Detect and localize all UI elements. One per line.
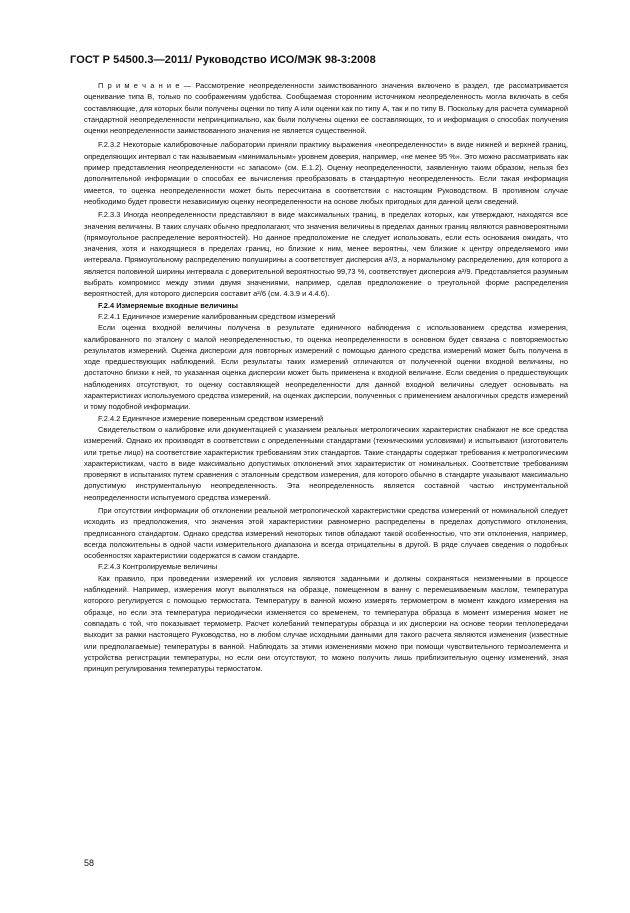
paragraph-f241: Если оценка входной величины получена в результате единичного наблюдения с использованием средства измерения, калиброванного по эталону с малой неопределенностью, то оценка неопределенности в основном будет связана с повторяемостью результатов измерений. Оценка дисперсии для повторных измерений с помощью данного средства измерений может быть получена в ходе предшествующих наблюдений. Если результаты таких измерений отличаются от полученной оценки входной величины, но достаточно близки к ней, то указанная оценка дисперсии может быть применена к входной величине. Если сведения о предшествующих наблюдениях отсутствуют, то оценку составляющей неопределенности для данной входной величины следует основывать на характеристиках используемого средства измерений, на оценках дисперсии, полученных с применением аналогичных средств измерений и тому подобной информации.	[84, 323, 568, 412]
paragraph-f233: F.2.3.3 Иногда неопределенности представляют в виде максимальных границ, в пределах которых, как утверждают, находятся все значения величины. В таких случаях обычно предполагают, что значения величины в пределах данных границ являются равновероятными (прямоугольное распределение вероятностей). Но данное предположение не следует использовать, если есть основания ожидать, что значения, хотя и находящиеся в пределах границ, но близкие к ним, менее вероятны, чем близкие к центру определяемого ими интервала. Прямоугольному распределению полуширины a соответствует дисперсия a²/3, а нормальному распределению, для которого a является половиной ширины интервала с доверительной вероятностью 99,73 %, соответствует дисперсия a²/9. Представляется разумным выбрать компромисс между этими двумя значениями, например, сделав предположение о треугольной форме распределения вероятностей, для которого дисперсия составит a²/6 (см. 4.3.9 и 4.4.6).	[84, 210, 568, 299]
subheading-f242: F.2.4.2 Единичное измерение поверенным средством измерений	[98, 413, 324, 423]
subheading-f243: F.2.4.3 Контролируемые величины	[98, 562, 218, 572]
paragraph-f242b: При отсутствии информации об отклонении реальной метрологической характеристики средства измерений от номинальной следует исходить из предположения, что значения этой характеристики равномерно распределены в пределах допустимого отклонения, предписанного стандартом. Однако средства измерений некоторых типов обладают такой особенностью, что эти отклонения, например, всегда положительны в одной части измерительного диапазона и всегда отрицательны в другой. В ряде случаев сведения о подобных особенностях характеристики содержатся в самом стандарте.	[84, 505, 568, 561]
paragraph-f232: F.2.3.2 Некоторые калибровочные лаборатории приняли практику выражения «неопределенности» в виде нижней и верхней границ, определяющих интервал с так называемым «минимальным» уровнем доверия, например, «не менее 95 %». Это можно рассматривать как пример представления неопределенности «с запасом» (см. E.1.2). Оценку неопределенности, заявленную таким образом, нельзя без дополнительной информации о способах ее вычисления преобразовать в стандартную неопределенность. Если такая информация имеется, то оценка неопределенности может быть пересчитана в соответствии с настоящим Руководством. В противном случае необходимо будет провести независимую оценку неопределенности на основе любых пригодных для данной цели сведений.	[84, 140, 568, 206]
document-body	[84, 80, 568, 674]
subheading-f241: F.2.4.1 Единичное измерение калиброванным средством измерений	[98, 311, 336, 321]
paragraph-f242a: Свидетельством о калибровке или документацией с указанием реальных метрологических характеристик снабжают не все средства измерений. Однако их производят в соответствии с определенными стандартами (техническими условиями) и испытывают (изготовитель или третье лицо) на соответствие характеристик требованиям этих стандартов. Такие стандарты содержат требования к метрологическим характеристикам, часто в виде максимально допустимых отклонений этих характеристик от номинальных. Соответствие требованиям проверяют в испытаниях путем сравнения с эталонным средством измерения, для которого обычно в стандарте указывают максимально допустимую инструментальную неопределенность. Эта неопределенность является составной частью инструментальной неопределенности испытуемого средства измерений.	[84, 424, 568, 502]
heading-f24: F.2.4 Измеряемые входные величины	[98, 300, 238, 310]
page-number: 58	[84, 858, 95, 868]
note-paragraph: П р и м е ч а н и е — Рассмотрение неопределенности заимствованного значения включено в раздел, где рассматривается оценивание типа B, только по соображениям удобства. Сообщаемая сторонним источником неопределенность могла включать в себя составляющие, для которых были получены оценки по типу A или оценки как по типу A, так и по типу B. Поскольку для расчета суммарной стандартной неопределенности непринципиально, как были получены оценки ее составляющих, то и информация о способах получения оценки неопределенности заимствованного значения не является существенной.	[84, 81, 568, 136]
document-header: ГОСТ Р 54500.3—2011/ Руководство ИСО/МЭК 98-3:2008	[70, 54, 376, 66]
paragraph-f243: Как правило, при проведении измерений их условия являются заданными и должны сохраняться неизменными в процессе наблюдений. Например, измерения могут выполняться на образце, помещенном в ванну с перемешиваемым маслом, температура которого регулируется с помощью термостата. Температуру в ванной можно измерять термометром в момент каждого измерения на образце, но если эта температура периодически изменяется со временем, то температура образца в момент измерения может не совпадать с той, что показывает термометр. Расчет колебаний температуры образца и их дисперсии на основе теории теплопередачи выходит за рамки настоящего Руководства, но в любом случае исходными данными для такого расчета являются изменения (известные или предполагаемые) температуры в ванной. Наблюдать за этими изменениями можно при помощи чувствительного термоэлемента и устройства регистрации температуры, но если они отсутствуют, то можно получить лишь приблизительную оценку изменений, зная принцип регулирования температуры термостатом.	[84, 573, 568, 674]
